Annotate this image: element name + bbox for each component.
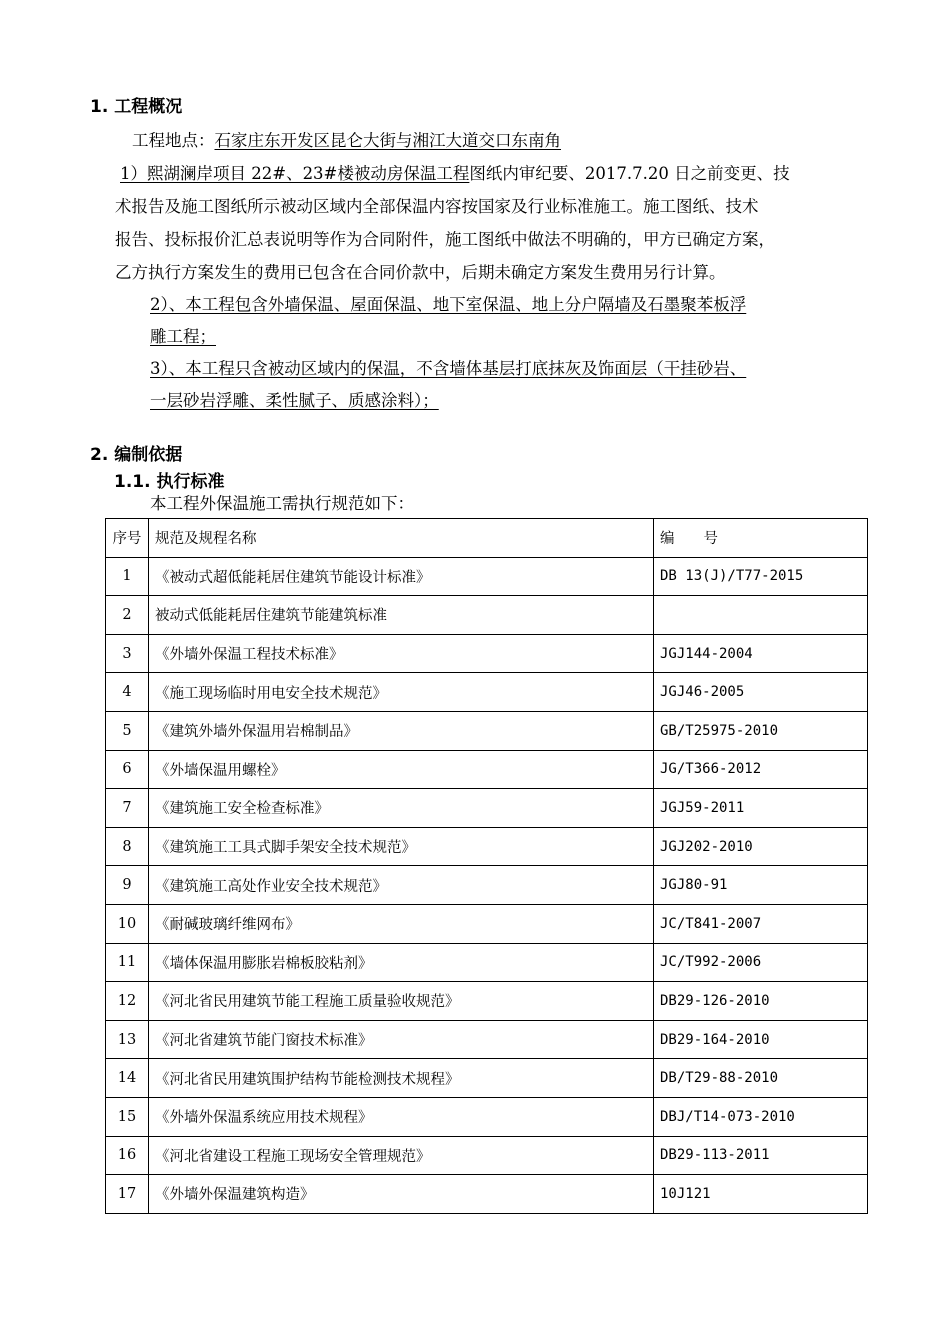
table-row	[106, 982, 868, 1021]
row-standard-code: DBJ/T14-073-2010	[654, 1097, 868, 1136]
header-no: 序号	[106, 519, 149, 558]
row-number: 6	[106, 750, 149, 789]
row-number: 2	[106, 596, 149, 635]
row-number: 9	[106, 866, 149, 905]
row-number: 17	[106, 1175, 149, 1214]
row-standard-name: 《墙体保温用膨胀岩棉板胶粘剂》	[149, 943, 654, 982]
table-row	[106, 866, 868, 905]
row-standard-name: 《被动式超低能耗居住建筑节能设计标准》	[149, 557, 654, 596]
location-label: 工程地点：	[132, 131, 215, 150]
row-standard-name: 《河北省民用建筑节能工程施工质量验收规范》	[149, 982, 654, 1021]
row-standard-name: 《耐碱玻璃纤维网布》	[149, 904, 654, 943]
row-number: 11	[106, 943, 149, 982]
location-line	[132, 124, 561, 157]
row-number: 8	[106, 827, 149, 866]
row-number: 1	[106, 557, 149, 596]
table-row	[106, 711, 868, 750]
table-row	[106, 1136, 868, 1175]
row-number: 15	[106, 1097, 149, 1136]
table-row	[106, 596, 868, 635]
row-standard-code: DB/T29-88-2010	[654, 1059, 868, 1098]
paragraph-2-line-2: 雕工程；	[150, 327, 216, 346]
row-number: 14	[106, 1059, 149, 1098]
row-standard-code: DB29-164-2010	[654, 1020, 868, 1059]
table-row	[106, 557, 868, 596]
row-standard-code	[654, 596, 868, 635]
table-row	[106, 1175, 868, 1214]
paragraph-1-line-2: 术报告及施工图纸所示被动区域内全部保温内容按国家及行业标准施工。施工图纸、技术	[115, 197, 759, 216]
table-row	[106, 789, 868, 828]
row-standard-code: JC/T841-2007	[654, 904, 868, 943]
row-standard-code: JGJ80-91	[654, 866, 868, 905]
row-standard-code: JGJ144-2004	[654, 634, 868, 673]
project-name: 1）熙湖澜岸项目 22#、23#楼被动房保温工程	[120, 164, 470, 183]
row-standard-name: 《施工现场临时用电安全技术规范》	[149, 673, 654, 712]
row-standard-code: 10J121	[654, 1175, 868, 1214]
table-row	[106, 943, 868, 982]
table-row	[106, 1059, 868, 1098]
table-row	[106, 904, 868, 943]
standards-table	[105, 518, 868, 1214]
row-standard-name: 《建筑外墙外保温用岩棉制品》	[149, 711, 654, 750]
standards-subheading: 1.1. 执行标准	[114, 472, 225, 492]
table-row	[106, 1020, 868, 1059]
row-number: 4	[106, 673, 149, 712]
table-row	[106, 634, 868, 673]
paragraph-2-line-1: 2）、本工程包含外墙保温、屋面保温、地下室保温、地上分户隔墙及石墨聚苯板浮	[150, 295, 747, 314]
row-standard-name: 《外墙保温用螺栓》	[149, 750, 654, 789]
table-header-row	[106, 519, 868, 558]
paragraph-1-line-1	[120, 157, 790, 190]
row-standard-code: DB29-126-2010	[654, 982, 868, 1021]
section1-heading: 1. 工程概况	[90, 97, 183, 117]
row-standard-name: 《河北省建筑节能门窗技术标准》	[149, 1020, 654, 1059]
row-standard-name: 《外墙外保温建筑构造》	[149, 1175, 654, 1214]
row-standard-name: 《建筑施工工具式脚手架安全技术规范》	[149, 827, 654, 866]
row-standard-name: 《河北省民用建筑围护结构节能检测技术规程》	[149, 1059, 654, 1098]
row-standard-code: JGJ59-2011	[654, 789, 868, 828]
table-row	[106, 673, 868, 712]
row-number: 7	[106, 789, 149, 828]
paragraph-1-rest: 图纸内审纪要、2017.7.20 日之前变更、技	[469, 164, 790, 183]
section2-heading: 2. 编制依据	[90, 445, 183, 465]
header-code: 编 号	[654, 519, 868, 558]
row-standard-code: JGJ202-2010	[654, 827, 868, 866]
table-row	[106, 1097, 868, 1136]
row-standard-code: GB/T25975-2010	[654, 711, 868, 750]
row-standard-code: JC/T992-2006	[654, 943, 868, 982]
header-name: 规范及规程名称	[149, 519, 654, 558]
row-standard-name: 《河北省建设工程施工现场安全管理规范》	[149, 1136, 654, 1175]
paragraph-1-line-4: 乙方执行方案发生的费用已包含在合同价款中，后期未确定方案发生费用另行计算。	[115, 263, 726, 282]
paragraph-1-line-3: 报告、投标报价汇总表说明等作为合同附件，施工图纸中做法不明确的，甲方已确定方案，	[115, 230, 775, 249]
row-number: 10	[106, 904, 149, 943]
standards-intro: 本工程外保温施工需执行规范如下：	[150, 494, 414, 513]
row-standard-name: 被动式低能耗居住建筑节能建筑标准	[149, 596, 654, 635]
row-number: 13	[106, 1020, 149, 1059]
row-standard-name: 《外墙外保温系统应用技术规程》	[149, 1097, 654, 1136]
row-standard-code: DB29-113-2011	[654, 1136, 868, 1175]
table-row	[106, 827, 868, 866]
paragraph-3-line-1: 3）、本工程只含被动区域内的保温，不含墙体基层打底抹灰及饰面层（干挂砂岩、	[150, 359, 747, 378]
row-standard-code: DB 13(J)/T77-2015	[654, 557, 868, 596]
row-standard-code: JG/T366-2012	[654, 750, 868, 789]
row-number: 16	[106, 1136, 149, 1175]
paragraph-3-line-2: 一层砂岩浮雕、柔性腻子、质感涂料）；	[150, 391, 439, 410]
row-standard-name: 《外墙外保温工程技术标准》	[149, 634, 654, 673]
location-value: 石家庄东开发区昆仑大街与湘江大道交口东南角	[214, 131, 561, 150]
row-standard-name: 《建筑施工安全检查标准》	[149, 789, 654, 828]
row-number: 12	[106, 982, 149, 1021]
table-row	[106, 750, 868, 789]
row-number: 3	[106, 634, 149, 673]
row-standard-code: JGJ46-2005	[654, 673, 868, 712]
row-standard-name: 《建筑施工高处作业安全技术规范》	[149, 866, 654, 905]
row-number: 5	[106, 711, 149, 750]
